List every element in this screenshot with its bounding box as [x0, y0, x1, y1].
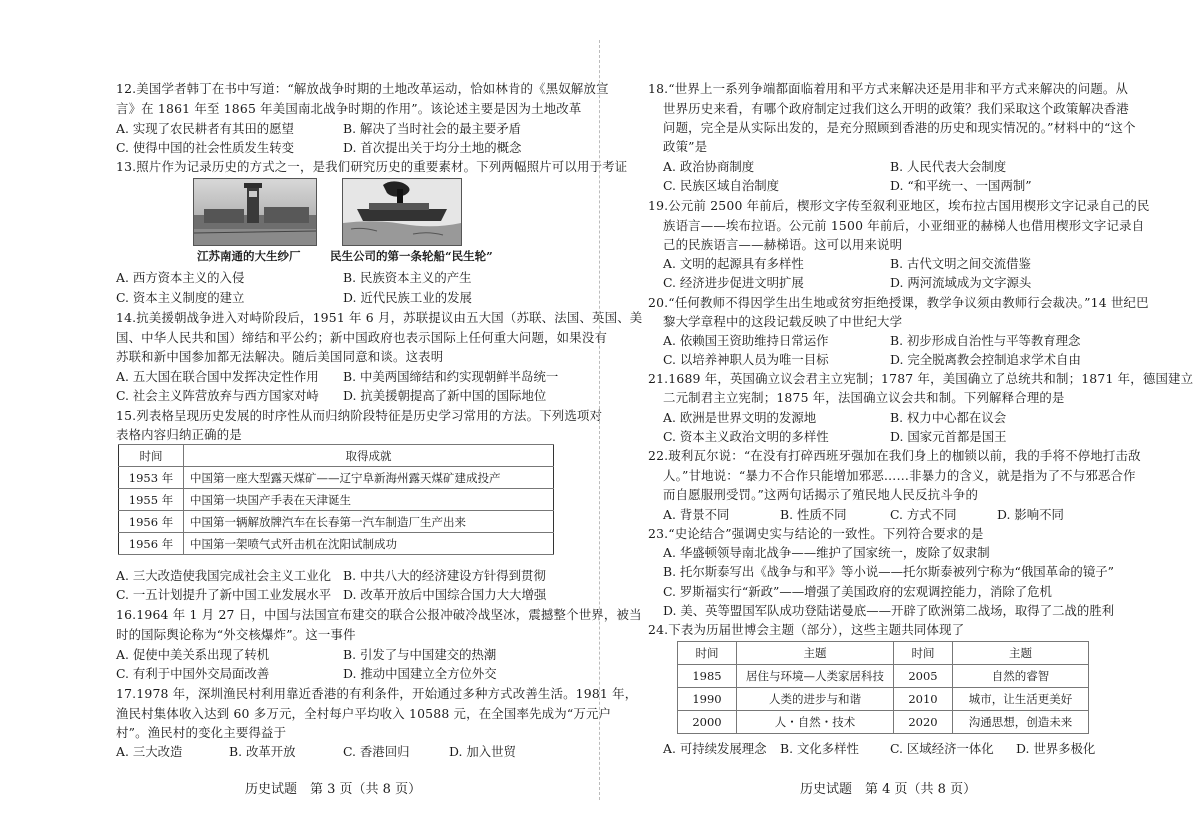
- q13-option-a: A. 西方资本主义的入侵: [116, 270, 245, 285]
- q21-option-d: D. 国家元首都是国王: [890, 429, 1007, 444]
- q20-line-1: 20.“任何教师不得因学生出生地或贫穷拒绝授课，教学争议须由教师行会裁决。”14 世纪巴: [648, 295, 1149, 310]
- right-page: [600, 0, 1200, 836]
- q12-option-c: C. 使得中国的社会性质发生转变: [116, 140, 294, 155]
- caption-minsheng-steamship: 民生公司的第一条轮船“民生轮”: [330, 249, 493, 263]
- q14-line-2: 国、中华人民共和国）缔结和平公约；新中国政府也表示国际上任何重大问题，如果没有: [116, 330, 608, 345]
- table-row: [119, 467, 554, 489]
- q23-option-d: D. 美、英等盟国军队成功登陆诺曼底——开辟了欧洲第二战场，取得了二战的胜利: [663, 603, 1115, 618]
- table-header-time: 时间: [119, 445, 184, 467]
- table-cell-year: 1955 年: [119, 489, 184, 511]
- q23-line-1: 23.“史论结合”强调史实与结论的一致性。下列符合要求的是: [648, 526, 984, 541]
- table-cell-achievement: 中国第一块国产手表在天津诞生: [184, 489, 554, 511]
- table-cell-year: 1953 年: [119, 467, 184, 489]
- q16-option-a: A. 促使中美关系出现了转机: [116, 647, 270, 662]
- q23-option-b: B. 托尔斯泰写出《战争与和平》等小说——托尔斯泰被列宁称为“俄国革命的镜子”: [663, 564, 1114, 579]
- q19-option-d: D. 两河流域成为文字源头: [890, 275, 1032, 290]
- q14-option-b: B. 中美两国缔结和约实现朝鲜半岛统一: [343, 369, 559, 384]
- q17-option-a: A. 三大改造: [116, 744, 183, 759]
- table-header-achievement: 取得成就: [184, 445, 554, 467]
- q12-option-a: A. 实现了农民耕者有其田的愿望: [116, 121, 294, 136]
- table-cell-year: 1956 年: [119, 511, 184, 533]
- q17-line-1: 17.1978 年，深圳渔民村利用靠近香港的有利条件，开始通过多种方式改善生活。1981 年，: [116, 686, 638, 701]
- q16-line-1: 16.1964 年 1 月 27 日，中国与法国宣布建交的联合公报冲破冷战坚冰，震撼整个世界，被当: [116, 607, 642, 622]
- table-header-time: 时间: [678, 642, 737, 665]
- q22-option-a: A. 背景不同: [663, 507, 730, 522]
- table-cell-year: 1985: [678, 665, 737, 688]
- q17-line-3: 村”。渔民村的变化主要得益于: [116, 725, 287, 740]
- q15-option-c: C. 一五计划提升了新中国工业发展水平: [116, 587, 332, 602]
- q22-line-3: 而自愿服刑受罚。”这两句话揭示了殖民地人民反抗斗争的: [663, 487, 979, 502]
- q14-line-1: 14.抗美援朝战争进入对峙阶段后，1951 年 6 月，苏联提议由五大国（苏联、法国、英国、美: [116, 310, 643, 325]
- table-cell-year: 1990: [678, 688, 737, 711]
- q22-line-1: 22.玻利瓦尔说：“在没有打碎西班牙强加在我们身上的枷锁以前，我的手将不停地打击敌: [648, 448, 1141, 463]
- q23-option-c: C. 罗斯福实行“新政”——增强了美国政府的宏观调控能力，消除了危机: [663, 584, 1052, 599]
- table-row: [119, 489, 554, 511]
- table-cell-year: 2010: [894, 688, 953, 711]
- table-row: [119, 533, 554, 555]
- page-footer-3: 历史试题 第 3 页（共 8 页）: [245, 782, 422, 797]
- q18-line-3: 问题，完全是从实际出发的，是充分照顾到香港的历史和现实情况的。”材料中的“这个: [663, 120, 1136, 135]
- q20-option-c: C. 以培养神职人员为唯一目标: [663, 352, 829, 367]
- q21-option-b: B. 权力中心都在议会: [890, 410, 1007, 425]
- q12-line-1: 12.美国学者韩丁在书中写道：“解放战争时期的土地改革运动，恰如林肯的《黑奴解放宣: [116, 81, 609, 96]
- q19-line-3: 己的民族语言——赫梯语。这可以用来说明: [663, 237, 903, 252]
- q12-line-2: 言》在 1861 年至 1865 年美国南北战争时期的作用”。该论述主要是因为土地改革: [116, 101, 582, 116]
- q24-option-b: B. 文化多样性: [780, 741, 859, 756]
- q13-option-d: D. 近代民族工业的发展: [343, 290, 472, 305]
- table-row: [678, 711, 1089, 734]
- q13-line-1: 13.照片作为记录历史的方式之一，是我们研究历史的重要素材。下列两幅照片可以用于考证: [116, 159, 628, 174]
- table-row: [119, 511, 554, 533]
- q24-line-1: 24.下表为历届世博会主题（部分），这些主题共同体现了: [648, 622, 965, 637]
- q19-line-1: 19.公元前 2500 年前后，楔形文字传至叙利亚地区，埃布拉古国用楔形文字记录自己的民: [648, 198, 1150, 213]
- q18-option-d: D. “和平统一、一国两制”: [890, 178, 1032, 193]
- q19-option-c: C. 经济进步促进文明扩展: [663, 275, 804, 290]
- table-row: [678, 665, 1089, 688]
- table-cell-year: 2020: [894, 711, 953, 734]
- expo-themes-table: [677, 641, 1089, 734]
- q19-option-a: A. 文明的起源具有多样性: [663, 256, 804, 271]
- q14-option-c: C. 社会主义阵营放弃与西方国家对峙: [116, 388, 319, 403]
- q18-option-a: A. 政治协商制度: [663, 159, 755, 174]
- q15-line-1: 15.列表格呈现历史发展的时序性从而归纳阶段特征是历史学习常用的方法。下列选项对: [116, 408, 603, 423]
- photo-minsheng-steamship: [342, 178, 462, 246]
- q18-line-1: 18.“世界上一系列争端都面临着用和平方式来解决还是用非和平方式来解决的问题。从: [648, 81, 1129, 96]
- table-cell-theme: 城市，让生活更美好: [953, 688, 1089, 711]
- q15-option-b: B. 中共八大的经济建设方针得到贯彻: [343, 568, 546, 583]
- q24-option-d: D. 世界多极化: [1016, 741, 1096, 756]
- q18-line-4: 政策”是: [663, 139, 708, 154]
- q15-line-2: 表格内容归纳正确的是: [116, 427, 242, 442]
- q22-line-2: 人。”甘地说：“暴力不合作只能增加邪恶……非暴力的含义，就是指为了不与邪恶合作: [663, 468, 1136, 483]
- q19-option-b: B. 古代文明之间交流借鉴: [890, 256, 1031, 271]
- table-cell-achievement: 中国第一架喷气式歼击机在沈阳试制成功: [184, 533, 554, 555]
- q14-option-a: A. 五大国在联合国中发挥决定性作用: [116, 369, 319, 384]
- q17-option-d: D. 加入世贸: [449, 744, 516, 759]
- table-cell-achievement: 中国第一辆解放牌汽车在长春第一汽车制造厂生产出来: [184, 511, 554, 533]
- table-header-theme: 主题: [953, 642, 1089, 665]
- q14-option-d: D. 抗美援朝提高了新中国的国际地位: [343, 388, 547, 403]
- q20-line-2: 黎大学章程中的这段记载反映了中世纪大学: [663, 314, 903, 329]
- q16-option-c: C. 有利于中国外交局面改善: [116, 666, 270, 681]
- q12-option-d: D. 首次提出关于均分土地的概念: [343, 140, 522, 155]
- table-cell-theme: 居住与环境—人类家居科技: [737, 665, 894, 688]
- table-row: [678, 688, 1089, 711]
- q21-line-1: 21.1689 年，英国确立议会君主立宪制；1787 年，美国确立了总统共和制；1871 年，德国建立: [648, 371, 1194, 386]
- q22-option-d: D. 影响不同: [997, 507, 1064, 522]
- q17-line-2: 渔民村集体收入达到 60 多万元，全村每户平均收入 10588 元，在全国率先成为“万元户: [116, 706, 612, 721]
- q14-line-3: 苏联和新中国参加都无法解决。随后美国同意和谈。这表明: [116, 349, 444, 364]
- q16-line-2: 时的国际舆论称为“外交核爆炸”。这一事件: [116, 627, 356, 642]
- q20-option-a: A. 依赖国王资助维持日常运作: [663, 333, 829, 348]
- table-cell-year: 2000: [678, 711, 737, 734]
- q16-option-d: D. 推动中国建立全方位外交: [343, 666, 497, 681]
- q19-line-2: 族语言——埃布拉语。公元前 1500 年前后，小亚细亚的赫梯人也借用楔形文字记录自: [663, 218, 1145, 233]
- achievements-table: [118, 444, 554, 555]
- q13-option-b: B. 民族资本主义的产生: [343, 270, 472, 285]
- photo-dasheng-mill: [193, 178, 317, 246]
- q20-option-d: D. 完全脱离教会控制追求学术自由: [890, 352, 1081, 367]
- table-cell-theme: 人类的进步与和谐: [737, 688, 894, 711]
- q15-option-a: A. 三大改造使我国完成社会主义工业化: [116, 568, 332, 583]
- q21-option-a: A. 欧洲是世界文明的发源地: [663, 410, 817, 425]
- q17-option-c: C. 香港回归: [343, 744, 410, 759]
- page-footer-4: 历史试题 第 4 页（共 8 页）: [800, 782, 977, 797]
- q18-line-2: 世界历史来看，有哪个政府制定过我们这么开明的政策？我们采取这个政策解决香港: [663, 101, 1129, 116]
- q24-option-a: A. 可持续发展理念: [663, 741, 767, 756]
- table-cell-year: 1956 年: [119, 533, 184, 555]
- q20-option-b: B. 初步形成自治性与平等教育理念: [890, 333, 1081, 348]
- q22-option-b: B. 性质不同: [780, 507, 847, 522]
- caption-dasheng-mill: 江苏南通的大生纱厂: [197, 249, 301, 263]
- q23-option-a: A. 华盛顿领导南北战争——维护了国家统一，废除了奴隶制: [663, 545, 990, 560]
- q16-option-b: B. 引发了与中国建交的热潮: [343, 647, 497, 662]
- q18-option-b: B. 人民代表大会制度: [890, 159, 1007, 174]
- table-cell-year: 2005: [894, 665, 953, 688]
- table-header-time: 时间: [894, 642, 953, 665]
- table-cell-theme: 人・自然・技术: [737, 711, 894, 734]
- q13-option-c: C. 资本主义制度的建立: [116, 290, 245, 305]
- q12-option-b: B. 解决了当时社会的最主要矛盾: [343, 121, 522, 136]
- q15-option-d: D. 改革开放后中国综合国力大大增强: [343, 587, 547, 602]
- table-header-theme: 主题: [737, 642, 894, 665]
- q22-option-c: C. 方式不同: [890, 507, 957, 522]
- q21-line-2: 二元制君主立宪制；1875 年，法国确立议会共和制。下列解释合理的是: [663, 390, 1065, 405]
- q24-option-c: C. 区域经济一体化: [890, 741, 994, 756]
- q17-option-b: B. 改革开放: [229, 744, 296, 759]
- table-cell-achievement: 中国第一座大型露天煤矿——辽宁阜新海州露天煤矿建成投产: [184, 467, 554, 489]
- table-cell-theme: 沟通思想，创造未来: [953, 711, 1089, 734]
- q18-option-c: C. 民族区域自治制度: [663, 178, 780, 193]
- table-cell-theme: 自然的睿智: [953, 665, 1089, 688]
- q21-option-c: C. 资本主义政治文明的多样性: [663, 429, 829, 444]
